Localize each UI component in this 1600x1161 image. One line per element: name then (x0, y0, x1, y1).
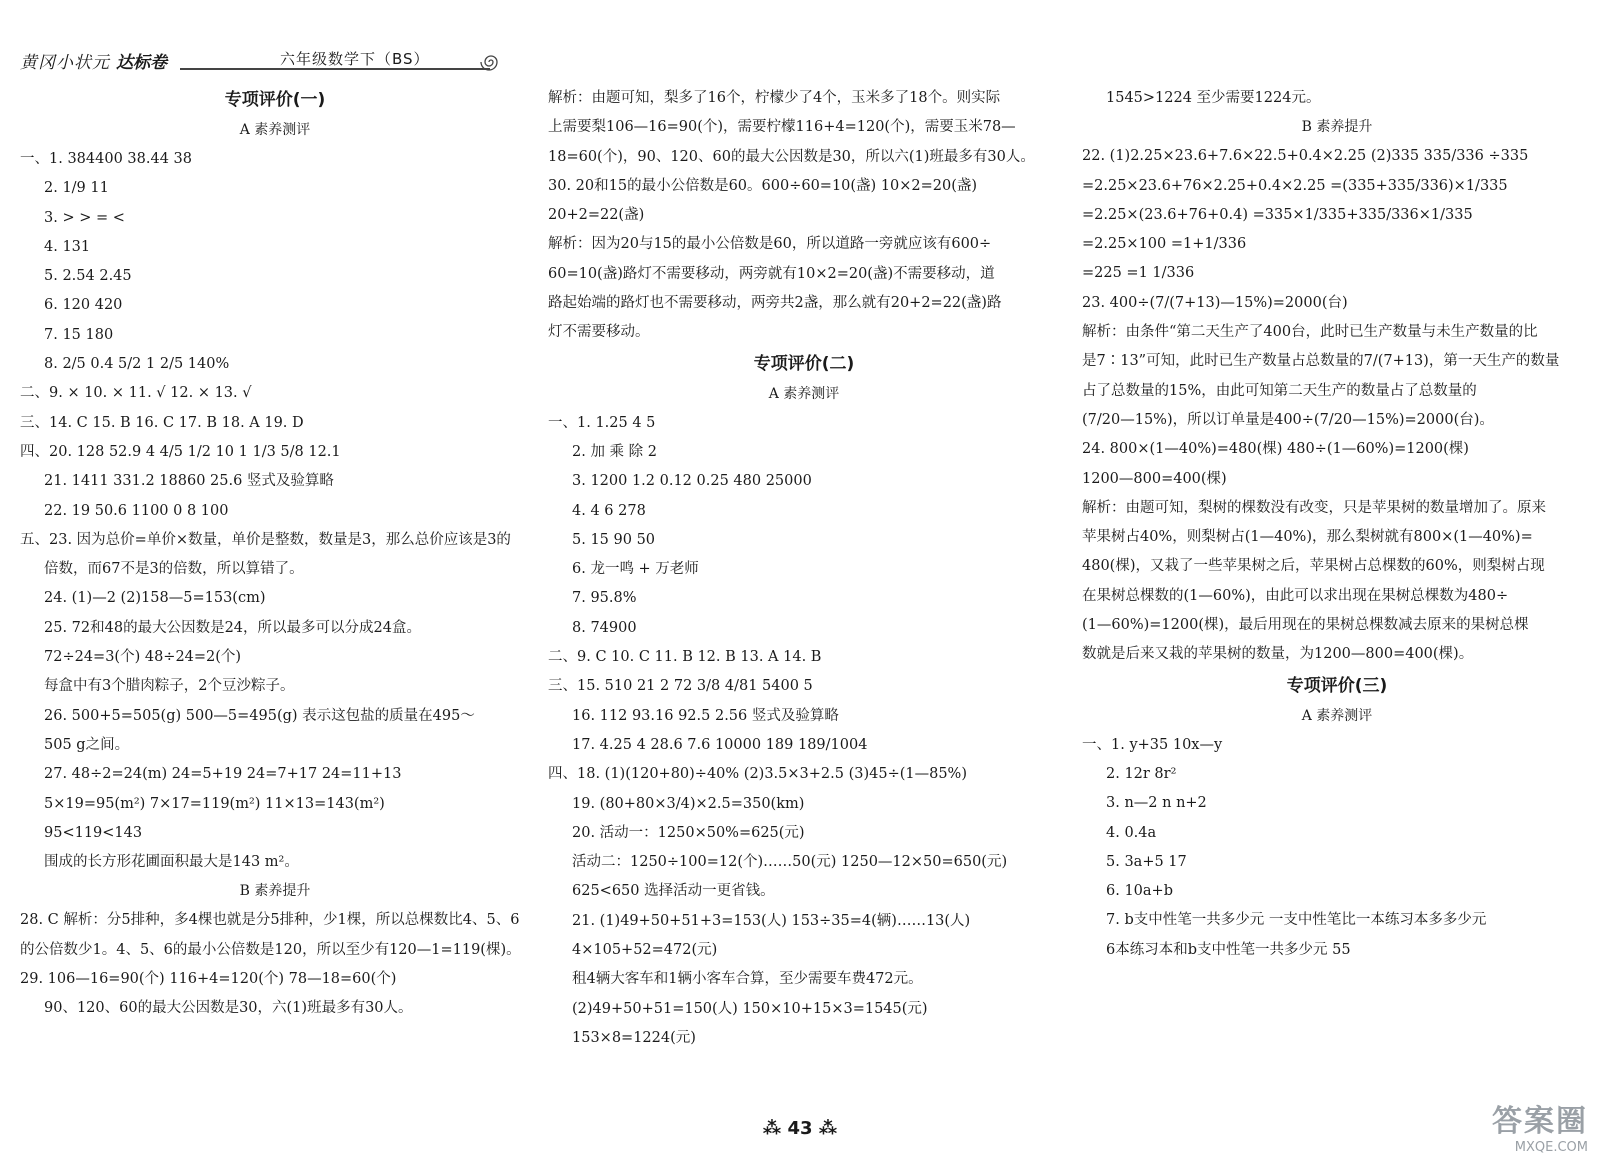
answer-line: 一、1. 1.25 4 5 (548, 414, 656, 431)
answer-line: 6. 10a+b (1106, 883, 1173, 900)
answer-line: 153×8=1224(元) (572, 1029, 696, 1046)
answer-line: 6. 120 420 (44, 297, 123, 314)
answer-line: 7. b支中性笔一共多少元 一支中性笔比一本练习本多多少元 (1106, 912, 1487, 929)
subsection-title: A 素养测评 (1301, 707, 1373, 724)
answer-line: 2. 12r 8r² (1106, 765, 1177, 782)
answer-line: =2.25×100 =1+1/336 (1082, 236, 1247, 253)
answer-line: 6. 龙一鸣 + 万老师 (572, 561, 699, 578)
answer-line: 1200—800=400(棵) (1082, 470, 1227, 487)
answer-column-left (20, 84, 530, 1024)
answer-line: =2.25×(23.6+76+0.4) =335×1/335+335/336×1/335 (1082, 206, 1473, 223)
answer-line: 在果树总棵数的(1—60%)，由此可以求出现在果树总棵数为480÷ (1082, 587, 1509, 604)
answer-line: 活动二：1250÷100=12(个)……50(元) 1250—12×50=650(元) (572, 854, 1008, 871)
answer-line: 解析：由题可知，梨多了16个，柠檬少了4个，玉米多了18个。则实际 (548, 90, 1001, 106)
section-title: 专项评价(一) (224, 90, 326, 110)
answer-line: 27. 48÷2=24(m) 24=5+19 24=7+17 24=11+13 (44, 766, 402, 783)
watermark-logo-text: 答案圈 (1492, 1104, 1588, 1139)
answer-line: 上需要梨106—16=90(个)，需要柠檬116+4=120(个)，需要玉米78— (548, 119, 1016, 136)
answer-line: 5. 3a+5 17 (1106, 853, 1187, 870)
answer-line: 4. 131 (44, 238, 91, 255)
answer-line: (7/20—15%)，所以订单量是400÷(7/20—15%)=2000(台)。 (1082, 411, 1494, 428)
answer-line: 29. 106—16=90(个) 116+4=120(个) 78—18=60(个) (20, 971, 397, 988)
answer-line: 28. C 解析：分5排种，多4棵也就是分5排种，少1棵，所以总棵数比4、5、6 (20, 912, 520, 929)
section-title: 专项评价(二) (753, 353, 855, 374)
answer-line: 解析：由题可知，梨树的棵数没有改变，只是苹果树的数量增加了。原来 (1082, 499, 1546, 516)
answer-line: 2. 加 乘 除 2 (572, 443, 657, 460)
answer-line: 倍数，而67不是3的倍数，所以算错了。 (44, 561, 304, 578)
subsection-title: B 素养提升 (239, 883, 311, 900)
answer-line: 5. 15 90 50 (572, 531, 656, 548)
subsection-title: B 素养提升 (1301, 119, 1373, 136)
answer-line: 24. 800×(1—40%)=480(棵) 480÷(1—60%)=1200(棵) (1082, 441, 1469, 458)
answer-line: 解析：由条件“第二天生产了400台，此时已生产数量与未生产数量的比 (1082, 324, 1538, 341)
brand-tagline: 达标卷 (116, 53, 167, 73)
answer-line: 16. 112 93.16 92.5 2.56 竖式及验算略 (572, 707, 839, 724)
answer-line: 25. 72和48的最大公因数是24，所以最多可以分成24盒。 (44, 619, 421, 636)
answer-line: 6本练习本和b支中性笔一共多少元 55 (1106, 941, 1351, 958)
answer-line: 数就是后来又栽的苹果树的数量，为1200—800=400(棵)。 (1082, 646, 1474, 663)
answer-line: 5. 2.54 2.45 (44, 268, 132, 285)
subsection-title: A 素养测评 (239, 122, 311, 138)
answer-line: 的公倍数少1。4、5、6的最小公倍数是120，所以至少有120—1=119(棵)。 (20, 941, 521, 958)
answer-line: 21. (1)49+50+51+3=153(人) 153÷35=4(辆)……13(人) (572, 912, 971, 929)
watermark-url: MXQE.COM (1514, 1140, 1588, 1155)
page-number (760, 1118, 840, 1139)
answer-line: 7. 95.8% (572, 590, 637, 607)
answer-line: 20+2=22(盏) (548, 207, 645, 224)
answer-line: 一、1. 384400 38.44 38 (20, 151, 192, 167)
answer-line: 租4辆大客车和1辆小客车合算，至少需要车费472元。 (572, 971, 923, 988)
answer-line: 95<119<143 (44, 824, 143, 841)
answer-line: 三、14. C 15. B 16. C 17. B 18. A 19. D (20, 414, 304, 431)
answer-line: 22. 19 50.6 1100 0 8 100 (44, 502, 229, 519)
answer-line: 灯不需要移动。 (548, 324, 650, 341)
page-number-value: 43 (787, 1118, 813, 1139)
answer-line: 2. 1/9 11 (44, 180, 109, 197)
answer-line: 60=10(盏)路灯不需要移动，两旁就有10×2=20(盏)不需要移动，道 (548, 265, 995, 282)
answer-line: 8. 74900 (572, 619, 637, 636)
answer-line: (2)49+50+51=150(人) 150×10+15×3=1545(元) (572, 1000, 928, 1017)
answer-line: 17. 4.25 4 28.6 7.6 10000 189 189/1004 (572, 736, 868, 753)
site-watermark (1492, 1096, 1588, 1155)
page-number-ornament-left: ⁂ (762, 1118, 788, 1139)
answer-line: 路起始端的路灯也不需要移动，两旁共2盏，那么就有20+2=22(盏)路 (548, 295, 1002, 312)
answer-line: 20. 活动一：1250×50%=625(元) (572, 824, 805, 841)
answer-line: 一、1. y+35 10x—y (1082, 736, 1223, 753)
answer-line: 围成的长方形花圃面积最大是143 m²。 (44, 854, 299, 871)
answer-column-middle (548, 84, 1060, 1053)
answer-line: 三、15. 510 21 2 72 3/8 4/81 5400 5 (548, 678, 813, 695)
page-header (20, 44, 500, 78)
answer-line: 四、20. 128 52.9 4 4/5 1/2 10 1 1/3 5/8 12.1 (20, 443, 341, 460)
answer-line: 4. 0.4a (1106, 824, 1157, 841)
answer-line: 3. 1200 1.2 0.12 0.25 480 25000 (572, 473, 812, 490)
answer-line: 19. (80+80×3/4)×2.5=350(km) (572, 795, 805, 812)
answer-line: 1545>1224 至少需要1224元。 (1106, 90, 1321, 106)
subsection-title: A 素养测评 (768, 385, 840, 402)
answer-line: 505 g之间。 (44, 736, 130, 753)
answer-line: 22. (1)2.25×23.6+7.6×22.5+0.4×2.25 (2)335 335/336 ÷335 (1082, 148, 1529, 165)
answer-line: 四、18. (1)(120+80)÷40% (2)3.5×3+2.5 (3)45÷(1—85%) (548, 766, 967, 783)
answer-line: 7. 15 180 (44, 326, 114, 343)
answer-line: 21. 1411 331.2 18860 25.6 竖式及验算略 (44, 473, 334, 490)
answer-line: 4×105+52=472(元) (572, 942, 718, 959)
answer-line: 26. 500+5=505(g) 500—5=495(g) 表示这包盐的质量在495～ (44, 707, 475, 724)
answer-line: 是7∶13”可知，此时已生产数量占总数量的7/(7+13)，第一天生产的数量 (1082, 353, 1560, 370)
answer-line: 480(棵)，又栽了一些苹果树之后，苹果树占总棵数的60%，则梨树占现 (1082, 558, 1545, 575)
answer-line: 4. 4 6 278 (572, 502, 646, 519)
answer-line: =2.25×23.6+76×2.25+0.4×2.25 =(335+335/336)×1/335 (1082, 177, 1508, 194)
answer-line: 5×19=95(m²) 7×17=119(m²) 11×13=143(m²) (44, 795, 385, 812)
answer-line: 3. > > = < (44, 209, 125, 226)
answer-line: 24. (1)—2 (2)158—5=153(cm) (44, 590, 266, 607)
swirl-ornament-icon (478, 52, 504, 72)
answer-line: 8. 2/5 0.4 5/2 1 2/5 140% (44, 356, 230, 373)
brand-logo-text: 黄冈小状元 (20, 53, 110, 73)
answer-line: 18=60(个)，90、120、60的最大公因数是30，所以六(1)班最多有30人。 (548, 148, 1035, 165)
answer-line: 解析：因为20与15的最小公倍数是60，所以道路一旁就应该有600÷ (548, 236, 992, 253)
answer-line: 占了总数量的15%，由此可知第二天生产的数量占了总数量的 (1082, 382, 1477, 399)
answer-line: 二、9. C 10. C 11. B 12. B 13. A 14. B (548, 649, 822, 666)
answer-line: 23. 400÷(7/(7+13)—15%)=2000(台) (1082, 294, 1348, 311)
answer-line: 二、9. × 10. × 11. √ 12. × 13. √ (20, 385, 252, 402)
answer-line: 30. 20和15的最小公倍数是60。600÷60=10(盏) 10×2=20(盏) (548, 177, 978, 194)
answer-line: 3. n—2 n n+2 (1106, 795, 1207, 812)
answer-line: (1—60%)=1200(棵)，最后用现在的果树总棵数减去原来的果树总棵 (1082, 617, 1529, 634)
answer-line: 72÷24=3(个) 48÷24=2(个) (44, 649, 242, 666)
section-title: 专项评价(三) (1286, 675, 1388, 696)
answer-line: 625<650 选择活动一更省钱。 (572, 883, 775, 900)
grade-subject-label: 六年级数学下（BS） (280, 50, 430, 68)
answer-line: =225 =1 1/336 (1082, 265, 1195, 282)
answer-line: 90、120、60的最大公因数是30，六(1)班最多有30人。 (44, 1000, 413, 1017)
page-number-ornament-right: ⁂ (812, 1118, 838, 1139)
answer-line: 每盒中有3个腊肉粽子，2个豆沙粽子。 (44, 678, 295, 695)
answer-line: 苹果树占40%，则梨树占(1—40%)，那么梨树就有800×(1—40%)= (1082, 529, 1533, 546)
answer-column-right (1082, 84, 1592, 965)
answer-line: 五、23. 因为总价=单价×数量，单价是整数，数量是3，那么总价应该是3的 (20, 531, 511, 548)
